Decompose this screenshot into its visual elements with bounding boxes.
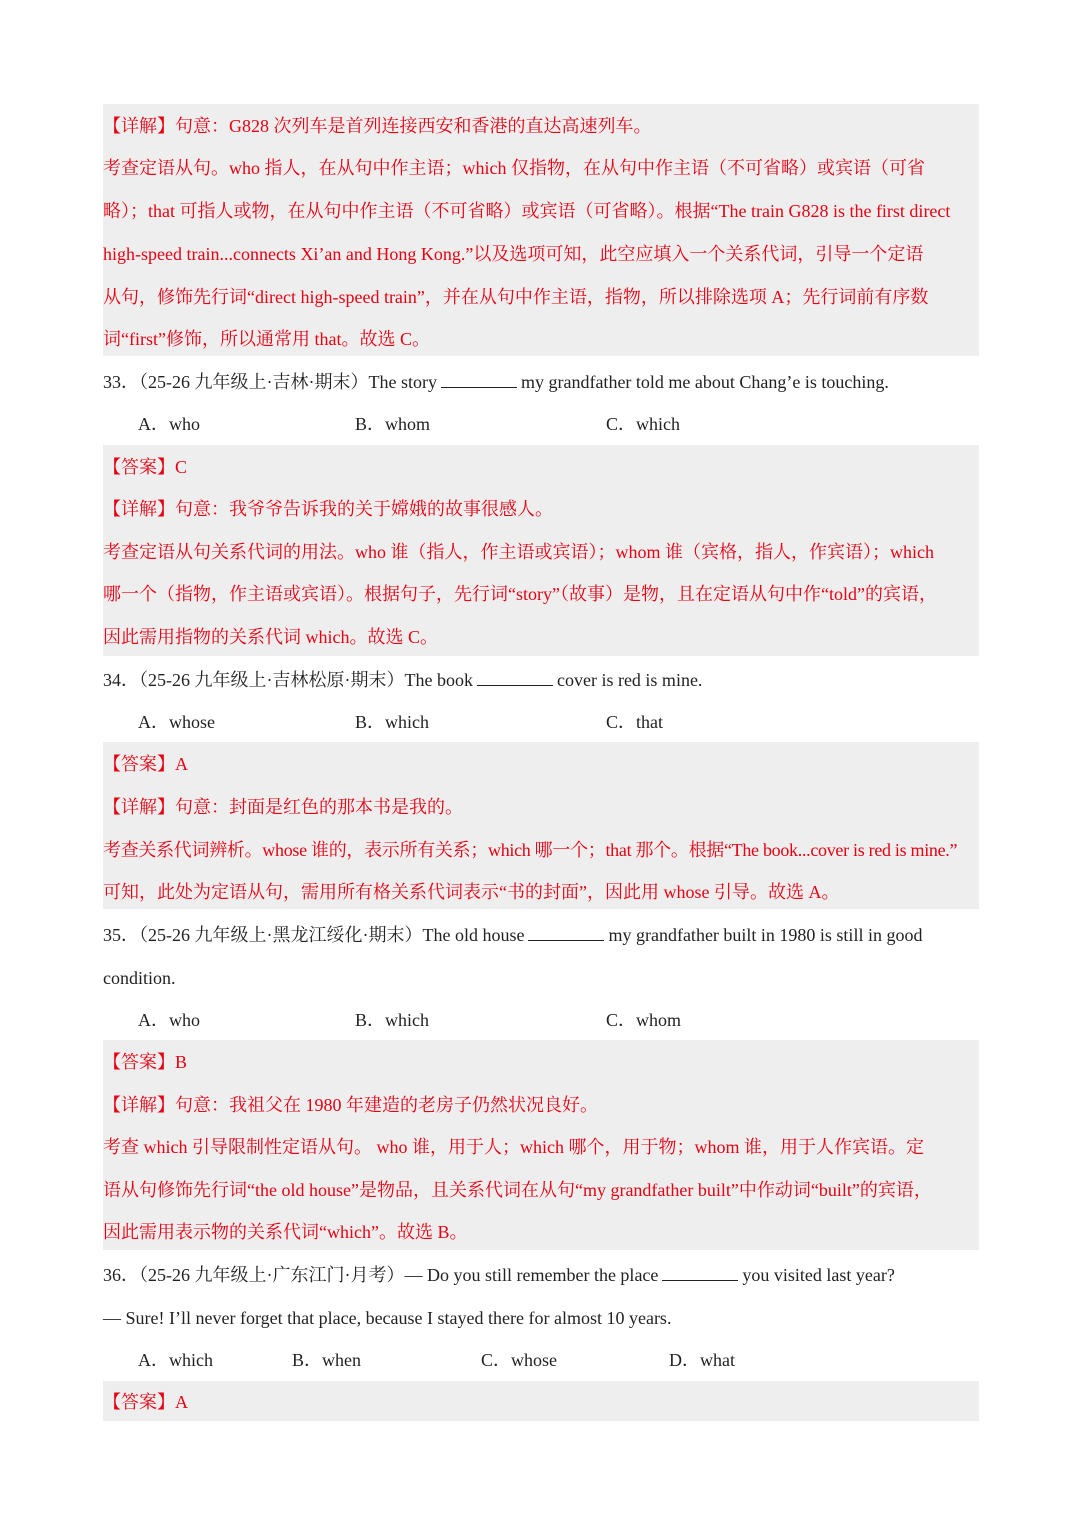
q32-detail-line-4: high-speed train...connects Xi’an and Hong Kong.”以及选项可知，此空应填入一个关系代词，引导一个定语	[103, 244, 924, 264]
q33-detail-line-3: 哪一个（指物，作主语或宾语）。根据句子，先行词“story”（故事）是物，且在定语从句中作“told”的宾语，	[103, 584, 937, 604]
q32-detail-line-6: 词“first”修饰，所以通常用 that。故选 C。	[103, 329, 430, 349]
q35-detail-line-3: 语从句修饰先行词“the old house”是物品，且关系代词在从句“my grandfather built”中作动词“built”的宾语，	[103, 1180, 932, 1200]
q35-stem-start: 35．（25-26 九年级上·黑龙江绥化·期末）The old house	[103, 925, 525, 945]
q36-stem-end: you visited last year?	[742, 1265, 895, 1285]
q33-detail-line-4: 因此需用指物的关系代词 which。故选 C。	[103, 627, 438, 647]
q33-option-a: A．who	[138, 414, 200, 434]
q33-stem	[103, 361, 889, 403]
q36-answer: 【答案】A	[103, 1392, 188, 1412]
q35-option-b: B．which	[355, 1010, 429, 1030]
q34-answer: 【答案】A	[103, 754, 188, 774]
q32-detail-line-3: 略）；that 可指人或物，在从句中作主语（不可省略）或宾语（可省略）。根据“The train G828 is the first direct	[103, 201, 951, 221]
q36-answer-panel	[103, 1381, 979, 1421]
q33-detail-line-2: 考查定语从句关系代词的用法。who 谁（指人，作主语或宾语）；whom 谁（宾格，指人，作宾语）；which	[103, 542, 934, 562]
q34-stem	[103, 659, 702, 701]
q36-stem-start: 36．（25-26 九年级上·广东江门·月考）— Do you still remember the place	[103, 1265, 659, 1285]
q34-stem-start: 34．（25-26 九年级上·吉林松原·期末）The book	[103, 670, 473, 690]
q35-detail-line-4: 因此需用表示物的关系代词“which”。故选 B。	[103, 1222, 468, 1242]
q35-blank	[528, 922, 604, 941]
q35-answer: 【答案】B	[103, 1052, 188, 1072]
q33-stem-end: my grandfather told me about Chang’e is touching.	[520, 372, 889, 392]
q36-option-a: A．which	[138, 1350, 213, 1370]
q34-detail-line-2: 考查关系代词辨析。whose 谁的，表示所有关系；which 哪一个；that 那个。根据“The book...cover is red is mine.”	[103, 840, 958, 860]
q34-option-b: B．which	[355, 712, 429, 732]
q33-stem-start: 33．（25-26 九年级上·吉林·期末）The story	[103, 372, 437, 392]
q36-blank	[662, 1262, 738, 1281]
q32-detail-line-1: 【详解】句意：G828 次列车是首列连接西安和香港的直达高速列车。	[103, 116, 652, 136]
q34-blank	[477, 667, 553, 686]
q35-stem-end: my grandfather built in 1980 is still in good	[608, 925, 923, 945]
q33-option-b: B．whom	[355, 414, 431, 434]
q34-stem-end: cover is red is mine.	[556, 670, 703, 690]
q34-detail-line-1: 【详解】句意：封面是红色的那本书是我的。	[103, 797, 463, 817]
q33-blank	[441, 369, 517, 388]
q35-stem	[103, 914, 922, 956]
q36-stem	[103, 1254, 895, 1296]
q36-reply: — Sure! I’ll never forget that place, because I stayed there for almost 10 years.	[103, 1308, 672, 1328]
q33-detail-line-1: 【详解】句意：我爷爷告诉我的关于嫦娥的故事很感人。	[103, 499, 553, 519]
q34-detail-line-3: 可知，此处为定语从句，需用所有格关系代词表示“书的封面”，因此用 whose 引导。故选 A。	[103, 882, 840, 902]
q36-option-d: D．what	[669, 1350, 735, 1370]
q33-answer: 【答案】C	[103, 457, 188, 477]
q32-detail-line-5: 从句，修饰先行词“direct high-speed train”，并在从句中作主语，指物，所以排除选项 A；先行词前有序数	[103, 287, 929, 307]
q34-option-c: C．that	[606, 712, 663, 732]
q35-detail-line-2: 考查 which 引导限制性定语从句。 who 谁，用于人；which 哪个，用于物；whom 谁，用于人作宾语。定	[103, 1137, 924, 1157]
q36-option-b: B．when	[292, 1350, 361, 1370]
q35-option-a: A．who	[138, 1010, 200, 1030]
q32-detail-line-2: 考查定语从句。who 指人，在从句中作主语；which 仅指物，在从句中作主语（不可省略）或宾语（可省	[103, 158, 925, 178]
q33-option-c: C．which	[606, 414, 680, 434]
q35-option-c: C．whom	[606, 1010, 682, 1030]
q35-detail-line-1: 【详解】句意：我祖父在 1980 年建造的老房子仍然状况良好。	[103, 1095, 598, 1115]
q34-option-a: A．whose	[138, 712, 215, 732]
q36-option-c: C．whose	[481, 1350, 557, 1370]
q35-stem-continued: condition.	[103, 968, 176, 988]
